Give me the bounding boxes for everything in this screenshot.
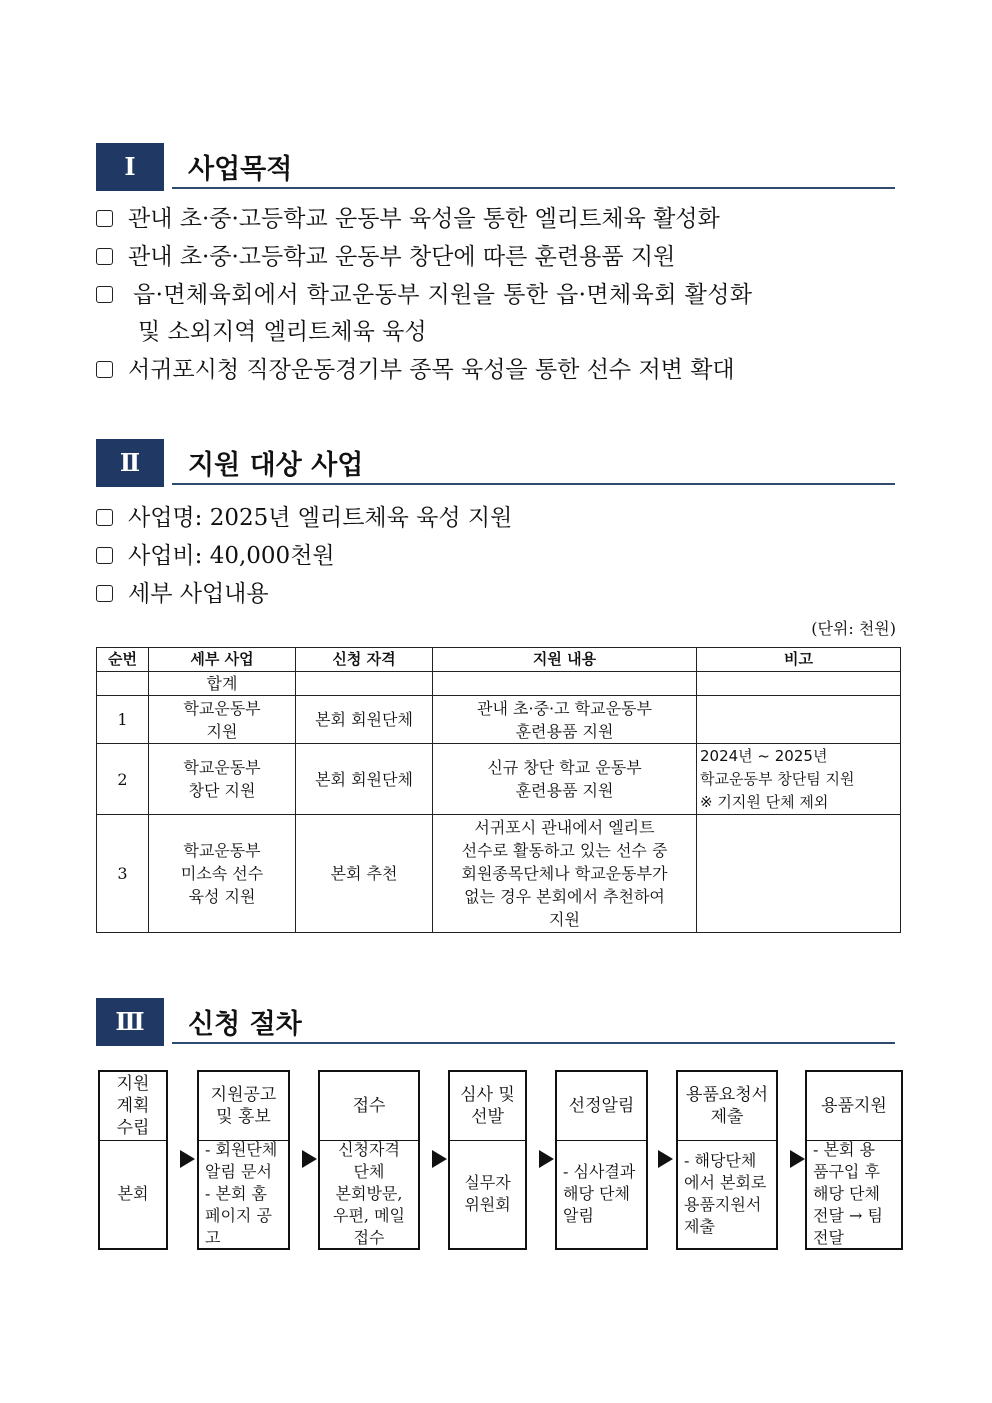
section-title: 지원 대상 사업	[188, 450, 364, 481]
table-row: 3 학교운동부 미소속 선수 육성 지원 본회 추천 서귀포시 관내에서 엘리트 선수로 활동하고 있는 선수 중 회원종목단체나 학교운동부가 없는 경우 본회에서 추천하여 지원	[97, 815, 901, 933]
arrow-right-icon	[539, 1150, 554, 1168]
process-step-request: 용품요청서 제출 - 해당단체 에서 본회로 용품지원서 제출	[676, 1070, 778, 1250]
checkbox-icon	[96, 210, 113, 227]
section-number: Ⅲ	[96, 998, 164, 1046]
process-step-plan: 지원 계획 수립 본회	[98, 1070, 168, 1250]
purpose-item: 읍·면체육회에서 학교운동부 지원을 통한 읍·면체육회 활성화	[96, 280, 752, 310]
process-step-notify: 선정알림 - 심사결과 해당 단체 알림	[555, 1070, 648, 1250]
unit-note: (단위: 천원)	[811, 619, 896, 638]
process-step-supply: 용품지원 - 본회 용 품구입 후 해당 단체 전달 → 팀 전달	[805, 1070, 903, 1250]
arrow-right-icon	[302, 1150, 317, 1168]
table-header-row	[97, 648, 901, 672]
header-qualification: 신청 자격	[296, 648, 433, 672]
process-step-review: 심사 및 선발 실무자 위원회	[448, 1070, 527, 1250]
section-title: 신청 절차	[188, 1009, 302, 1040]
arrow-right-icon	[790, 1150, 805, 1168]
purpose-item: 관내 초·중·고등학교 운동부 창단에 따른 훈련용품 지원	[96, 242, 675, 272]
arrow-right-icon	[432, 1150, 447, 1168]
total-label: 합계	[149, 672, 296, 696]
table-row: 2 학교운동부 창단 지원 본회 회원단체 신규 창단 학교 운동부 훈련용품 지원 2024년 ~ 2025년 학교운동부 창단팀 지원 ※ 기지원 단체 제외	[97, 744, 901, 815]
checkbox-icon	[96, 361, 113, 378]
process-step-announce: 지원공고 및 홍보 - 회원단체 알림 문서 - 본회 홈 페이지 공고	[197, 1070, 290, 1250]
checkbox-icon	[96, 509, 113, 526]
section-3-header	[96, 998, 895, 1046]
section-divider	[172, 187, 895, 189]
checkbox-icon	[96, 547, 113, 564]
budget-table	[96, 647, 901, 933]
support-item: 세부 사업내용	[96, 579, 269, 609]
header-no: 순번	[97, 648, 149, 672]
section-divider	[172, 1042, 895, 1044]
table-total-row	[97, 672, 901, 696]
checkbox-icon	[96, 286, 113, 303]
purpose-item-continuation: 및 소외지역 엘리트체육 육성	[138, 319, 427, 345]
support-item: 사업명: 2025년 엘리트체육 육성 지원	[96, 503, 512, 533]
process-step-receipt: 접수 신청자격 단체 본회방문, 우편, 메일 접수	[318, 1070, 420, 1250]
arrow-right-icon	[180, 1150, 195, 1168]
section-number: Ⅱ	[96, 439, 164, 487]
purpose-item: 서귀포시청 직장운동경기부 종목 육성을 통한 선수 저변 확대	[96, 355, 735, 385]
section-divider	[172, 483, 895, 485]
checkbox-icon	[96, 248, 113, 265]
checkbox-icon	[96, 585, 113, 602]
header-project: 세부 사업	[149, 648, 296, 672]
section-number: Ⅰ	[96, 143, 164, 191]
table-row: 1 학교운동부 지원 본회 회원단체 관내 초·중·고 학교운동부 훈련용품 지원	[97, 696, 901, 744]
header-content: 지원 내용	[433, 648, 697, 672]
arrow-right-icon	[658, 1150, 673, 1168]
section-1-header	[96, 143, 895, 191]
header-note: 비고	[697, 648, 901, 672]
section-title: 사업목적	[188, 154, 293, 185]
support-item: 사업비: 40,000천원	[96, 541, 335, 571]
purpose-item: 관내 초·중·고등학교 운동부 육성을 통한 엘리트체육 활성화	[96, 204, 720, 234]
section-2-header	[96, 439, 895, 487]
